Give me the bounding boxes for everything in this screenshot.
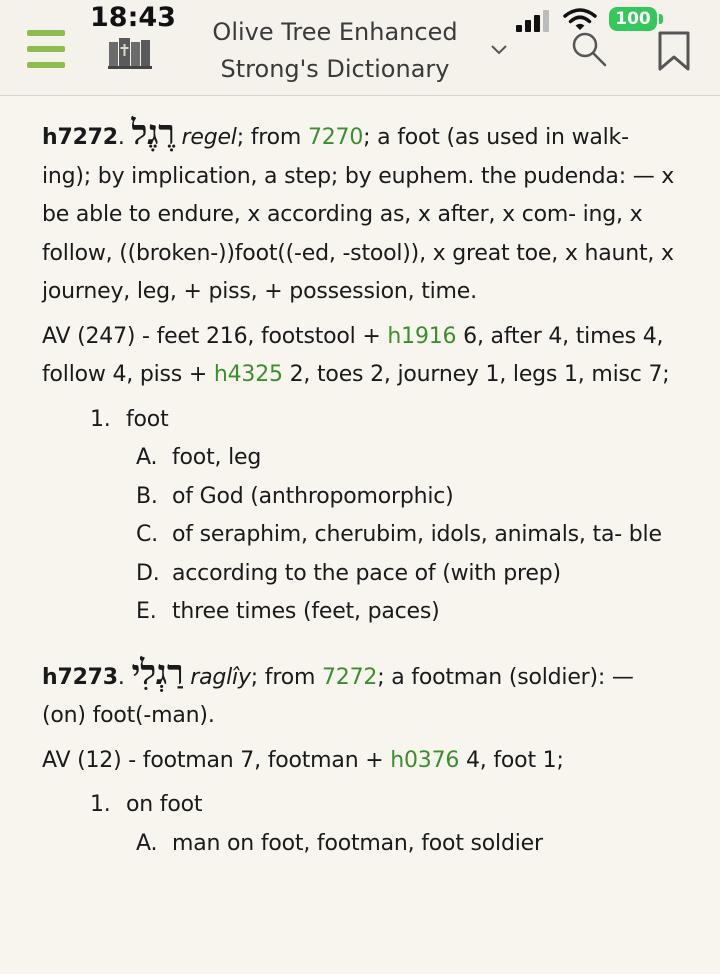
bookmark-icon[interactable] [656,30,692,72]
subsense-item [136,593,680,632]
battery-tip [659,14,663,24]
strongs-link[interactable]: h4325 [213,362,283,387]
strongs-link[interactable]: h0376 [390,747,460,773]
av-usage [42,318,680,395]
subsense-letter: A. [136,445,158,470]
dictionary-entry [42,114,680,632]
cellular-signal-icon [516,10,552,32]
library-icon[interactable] [108,36,152,70]
title-line-2: Strong's Dictionary [220,55,450,83]
root-link[interactable]: 7270 [307,125,364,150]
av-text: 4, foot 1; [459,747,564,773]
entry-definition: h7272. רֶגֶל regel; from 7270; a foot (as used in walk- ing); by implication, a step; by euphem. the pudenda: — x be able to endure, x according as, x after, x com- ing, x follow, ((broken-))foot((-ed, -stool)), x great toe, x haunt, x journey, leg, + piss, + possession, time. [42,113,675,304]
hebrew-word: רֶגֶל [131,113,175,153]
root-link[interactable]: 7272 [322,664,378,690]
subsense-item [136,516,680,555]
av-text: AV (12) - footman 7, footman + [42,747,391,773]
dictionary-entry [42,654,680,864]
definition-text: ; from [250,664,322,690]
subsense-text: man on foot, footman, foot soldier [172,830,543,856]
strongs-link[interactable]: h1916 [387,323,457,349]
entry-definition: h7273. רַגְלִי raglîy; from 7272; a footman (soldier): — (on) foot(-man). [42,652,634,728]
menu-icon[interactable] [27,30,65,68]
subsense-item [136,825,680,864]
av-text: AV (247) - feet 216, footstool + [42,323,388,349]
subsense-letter: A. [136,830,158,856]
chevron-down-icon[interactable] [488,40,510,60]
subsense-item [136,555,680,594]
page-title[interactable] [190,14,480,88]
sense-list [42,786,680,863]
sense-list [42,401,680,632]
sense-number: 1. [90,792,111,817]
av-text: 6, after 4, times 4, follow 4, piss + [42,323,664,387]
dictionary-content [42,114,680,885]
subsense-text: of seraphim, cherubim, idols, animals, ta- ble [172,522,662,547]
subsense-letter: D. [136,560,160,586]
status-time: 18:43 [90,2,176,33]
subsense-letter: B. [136,483,158,509]
definition-text: ; a foot (as used in walk- ing); by implication, a step; by euphem. the pudenda: — x be able to endure, x according as, x after, x com- ing, x follow, ((broken-))foot((-ed, -stool)), x great toe, x haunt, x journey, leg, + piss, + possession, time. [42,125,675,304]
subsense-text: of God (anthropomorphic) [172,483,454,509]
subsense-item [136,439,680,478]
transliteration: raglîy [190,664,251,690]
sense-item [90,786,680,863]
subsense-item [136,478,680,517]
search-icon[interactable] [570,30,608,68]
subsense-text: according to the pace of (with prep) [172,560,561,586]
subsense-letter: E. [136,599,157,624]
subsense-list [90,825,680,864]
sense-item [90,401,680,632]
subsense-text: foot, leg [172,445,262,470]
av-text: 2, toes 2, journey 1, legs 1, misc 7; [282,362,670,387]
subsense-list [90,439,680,632]
sense-label: foot [126,406,169,432]
strongs-number: h7272 [42,125,118,150]
subsense-letter: C. [136,522,158,547]
definition-text: ; from [236,125,308,150]
strongs-number: h7273 [42,664,118,690]
transliteration: regel [181,125,237,150]
title-line-1: Olive Tree Enhanced [212,18,458,46]
definition-text: ; a footman (soldier): — (on) foot(-man). [42,664,634,728]
sense-label: on foot [126,792,203,817]
hebrew-word: רַגְלִי [131,652,184,693]
av-usage [42,742,680,781]
battery-indicator: 100 [609,7,657,31]
wifi-icon [563,8,597,32]
sense-number: 1. [90,406,111,432]
app-header [0,0,720,96]
subsense-text: three times (feet, paces) [172,599,440,624]
